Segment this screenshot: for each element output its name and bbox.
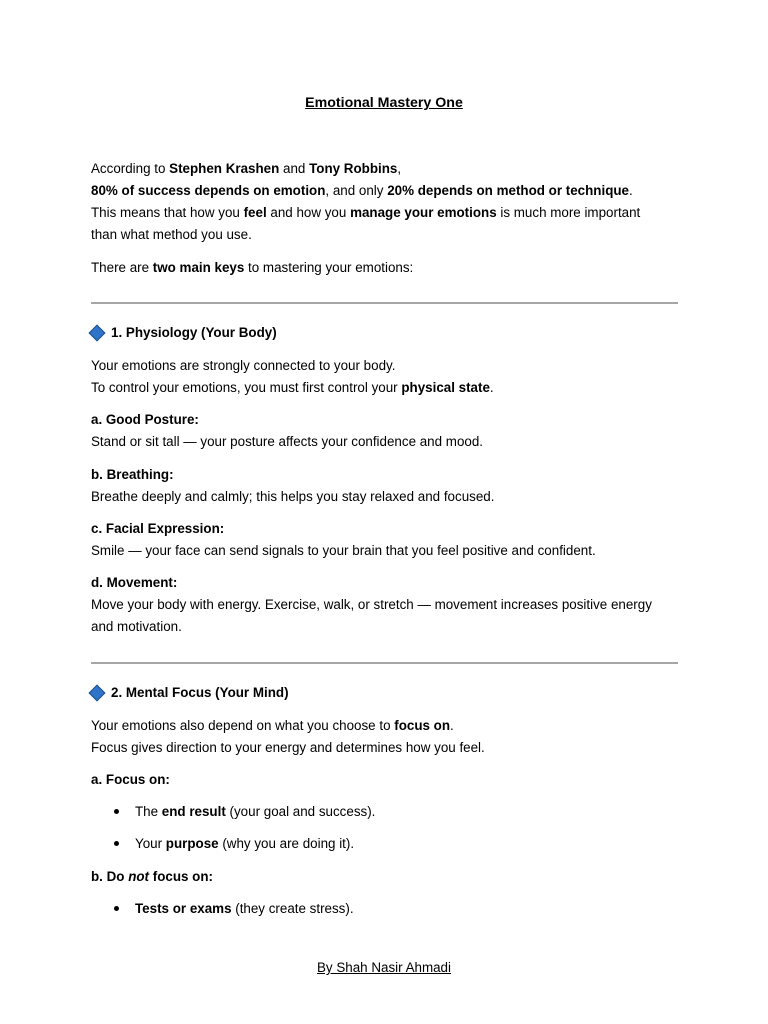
intro-text: is much more important: [496, 205, 641, 220]
section-2-heading-text: 2. Mental Focus (Your Mind): [111, 685, 289, 700]
list-text: Your: [135, 836, 166, 851]
section-2-heading: [88, 682, 678, 704]
paragraph-text: Your emotions also depend on what you choose to: [91, 718, 395, 733]
intro-text: .: [629, 183, 633, 198]
intro-emphasis: two main keys: [152, 260, 245, 275]
item-text: Stand or sit tall — your posture affects your confidence and mood.: [91, 434, 484, 449]
not-focus-label: [91, 866, 678, 888]
label-text: focus on:: [149, 869, 214, 884]
item-text: Breathe deeply and calmly; this helps you stay relaxed and focused.: [91, 489, 495, 504]
item-text: Smile — your face can send signals to your brain that you feel positive and confident.: [91, 543, 596, 558]
bullet-icon: [114, 809, 119, 814]
intro-text: ,: [397, 161, 402, 176]
item-label-text: c. Facial Expression:: [91, 521, 225, 536]
intro-text: , and only: [325, 183, 388, 198]
intro-name-robbins: Tony Robbins: [309, 161, 398, 176]
intro-text: to mastering your emotions:: [244, 260, 414, 275]
intro-line-4: than what method you use.: [91, 227, 252, 242]
intro-text: and: [279, 161, 310, 176]
section-2-paragraph: [91, 715, 678, 737]
list-text: (your goal and success).: [225, 804, 376, 819]
paragraph-text: To control your emotions, you must first control your: [91, 380, 402, 395]
list-text: (they create stress).: [231, 901, 354, 916]
intro-emphasis: 20% depends on method or technique: [387, 183, 630, 198]
section-1-heading: [88, 322, 678, 344]
intro-line-3: [91, 202, 678, 224]
intro-emphasis: manage your emotions: [350, 205, 497, 220]
section-2-paragraph: Focus gives direction to your energy and determines how you feel.: [91, 740, 485, 755]
intro-name-krashen: Stephen Krashen: [169, 161, 280, 176]
intro-line-1: [91, 158, 678, 180]
blue-diamond-icon: [89, 685, 106, 702]
intro-emphasis: 80% of success depends on emotion: [91, 183, 326, 198]
blue-diamond-icon: [89, 325, 106, 342]
paragraph-text: .: [489, 380, 494, 395]
item-label: [91, 572, 678, 594]
item-text: and motivation.: [91, 619, 182, 634]
intro-line-5: [91, 257, 678, 279]
item-label-text: b. Breathing:: [91, 467, 174, 482]
list-text: (why you are doing it).: [218, 836, 355, 851]
paragraph-emphasis: focus on: [394, 718, 451, 733]
item-label: [91, 409, 678, 431]
paragraph-text: .: [450, 718, 454, 733]
intro-text: This means that how you: [91, 205, 244, 220]
intro-text: and how you: [266, 205, 351, 220]
list-emphasis: Tests or exams: [135, 901, 232, 916]
label-text: b. Do: [91, 869, 129, 884]
intro-line-2: [91, 180, 678, 202]
section-1-paragraph: Your emotions are strongly connected to your body.: [91, 358, 396, 373]
intro-emphasis: feel: [243, 205, 267, 220]
item-label-text: a. Good Posture:: [91, 412, 199, 427]
item-label-text: d. Movement:: [91, 575, 178, 590]
list-item: [114, 898, 354, 920]
paragraph-emphasis: physical state: [401, 380, 490, 395]
page-title: Emotional Mastery One: [305, 95, 463, 111]
focus-on-label: [91, 769, 678, 791]
item-label: [91, 518, 678, 540]
focus-on-label-text: a. Focus on:: [91, 772, 170, 787]
bullet-icon: [114, 841, 119, 846]
intro-text: There are: [91, 260, 153, 275]
section-1-heading-text: 1. Physiology (Your Body): [111, 325, 277, 340]
intro-text: According to: [91, 161, 170, 176]
list-item: [114, 833, 354, 855]
item-text: Move your body with energy. Exercise, walk, or stretch — movement increases positive energy: [91, 597, 652, 612]
section-1-paragraph: [91, 377, 678, 399]
label-emphasis: not: [128, 869, 150, 884]
author-credit: By Shah Nasir Ahmadi: [317, 960, 451, 975]
list-emphasis: purpose: [165, 836, 219, 851]
divider: [91, 662, 678, 664]
list-emphasis: end result: [161, 804, 226, 819]
bullet-icon: [114, 906, 119, 911]
list-text: The: [135, 804, 162, 819]
item-label: [91, 464, 678, 486]
list-item: [114, 801, 375, 823]
divider: [91, 302, 678, 304]
